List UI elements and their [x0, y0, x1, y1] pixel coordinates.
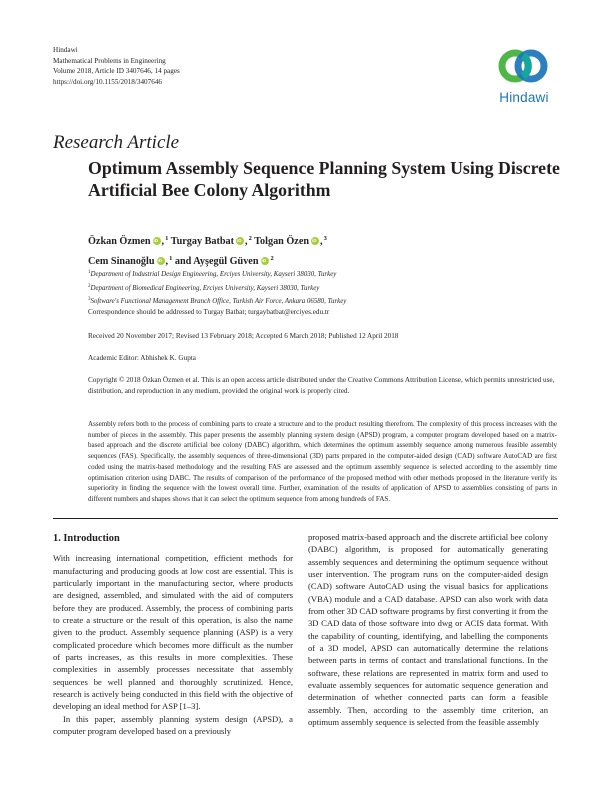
section-divider — [53, 518, 558, 519]
orcid-icon[interactable] — [157, 257, 165, 265]
abstract: Assembly refers both to the process of combining parts to create a structure and to the product resulting therefrom. The complexity of this process increases with the number of pieces in the assembly. This paper presents the assembly planning system design (APSD) program, a computer program developed based on a matrix-based approach and the discrete artificial bee colony (DABC) algorithm, which determines the optimum assembly sequence among numerous feasible assembly sequences (FAS). Specifically, the assembly sequences of three-dimensional (3D) parts prepared in the computer-aided design (CAD) software AutoCAD are first coded using the matrix-based methodology and the resulting FAS are assessed and the optimum assembly sequence is selected according to the assembly time optimisation criterion using DABC. The results of comparison of the performance of the proposed method with other methods proposed in the literature verify its superiority in finding the sequence with the lowest overall time. Further, examination of the results of application of APSD to assemblies consisting of parts in different numbers and shapes shows that it can select the optimum sequence from among hundreds of FAS. — [88, 420, 557, 503]
section-heading: 1. Introduction — [53, 533, 120, 544]
doi-link[interactable]: https://doi.org/10.1155/2018/3407646 — [53, 77, 163, 86]
affiliation-marker: 1 — [165, 235, 169, 242]
correspondence: Correspondence should be addressed to Turgay Batbat; turgaybatbat@erciyes.edu.tr — [88, 308, 330, 316]
intro-paragraph: In this paper, assembly planning system design (APSD), a computer program developed based on a previously — [53, 713, 293, 737]
affiliation-item: $^3$Software's Functional Management Branch Office, Turkish Air Force, Ankara 06580, Turkey — [88, 297, 347, 305]
intro-paragraph: With increasing international competition, efficient methods for manufacturing and producing goods at low cost are essential. This is particularly important in the manufacturing sector, where products are designed, assembled, and simulated with the aid of computers before they are produced. Assembly, the process of combining parts to create a structure or the result of this operation, is also the name given to the product. Assembly sequence planning (ASP) is a very complicated procedure which becomes more difficult as the number of parts increases, as this results in more complexities. These complexities in assembly processes necessitate that assembly sequences be well planned and thoroughly scrutinized. Hence, research is actively being conducted in this field with the objective of developing an ideal method for ASP [1–3]. — [53, 553, 293, 712]
publisher-name: Hindawi — [53, 46, 78, 54]
affiliation-list — [88, 267, 558, 308]
orcid-icon[interactable] — [236, 237, 244, 245]
academic-editor: Academic Editor: Abhishek K. Gupta — [88, 354, 196, 362]
author-name[interactable]: Cem Sinanoğlu — [88, 256, 155, 267]
orcid-icon[interactable] — [311, 237, 319, 245]
intro-paragraph-continued: proposed matrix-based approach and the discrete artificial bee colony (DABC) algorithm, is proposed for automatically generating assembly sequences and determining the optimum sequence without user intervention. The program runs on the computer-aided design (CAD) software AutoCAD using the visual basics for applications (VBA) module and a CAD database. APSD can also work with data from other 3D CAD software programs by first converting it from the 3D CAD data of those software into dwg or ACIS data format. With the capability of counting, identifying, and labelling the components of a 3D model, APSD can automatically determine the relations between parts in terms of contact and translational functions. In the software, these relations are represented in matrix form and used to evaluate assembly sequences for automatic sequence generation and determination of whether connected parts can form a feasible assembly. Then, according to the assembly time criterion, an optimum assembly sequence is selected from the feasible assembly — [308, 532, 548, 728]
author-name[interactable]: Turgay Batbat — [170, 236, 235, 247]
affiliation-item: $^1$Department of Industrial Design Engineering, Erciyes University, Kayseri 38030, Turkey — [88, 270, 337, 278]
publication-dates: Received 20 November 2017; Revised 13 February 2018; Accepted 6 March 2018; Published 12 April 2018 — [88, 332, 399, 340]
body-column-left — [53, 531, 293, 738]
orcid-icon[interactable] — [153, 237, 161, 245]
affiliation-marker: 3 — [323, 235, 327, 242]
author-name[interactable]: Ayşegül Güven — [193, 256, 259, 267]
author-name[interactable]: Özkan Özmen — [88, 236, 151, 247]
orcid-icon[interactable] — [261, 257, 269, 265]
hindawi-wordmark: Hindawi — [499, 90, 549, 105]
author-conjunction: and — [174, 256, 192, 267]
journal-name: Mathematical Problems in Engineering — [53, 56, 166, 65]
copyright-notice: Copyright © 2018 Özkan Özmen et al. This is an open access article distributed under the Creative Commons Attribution License, which permits unrestricted use, distribution, and reproduction in any medium, provided the original work is properly cited. — [88, 376, 555, 395]
article-title: Optimum Assembly Sequence Planning System Using Discrete Artificial Bee Colony Algorithm — [88, 158, 560, 200]
body-column-right — [308, 531, 548, 729]
publication-info — [53, 45, 180, 87]
affiliation-item: $^2$Department of Biomedical Engineering, Erciyes University, Kayseri 38030, Turkey — [88, 283, 320, 292]
article-type: Research Article — [53, 132, 180, 153]
affiliation-marker: 1 — [169, 255, 173, 262]
affiliation-marker: 2 — [270, 255, 274, 262]
affiliation-marker: 2 — [248, 235, 252, 242]
volume-info: Volume 2018, Article ID 3407646, 14 pages — [53, 67, 180, 75]
author-list: Özkan ÖzmeniD ,$^1$ Turgay BatbatiD ,$^2$ Tolgan ÖzeniD ,$^3$ Cem SinanoğluiD ,$^1$ and Ayşegül GüveniD $^2$ — [88, 230, 548, 270]
author-name[interactable]: Tolgan Özen — [254, 236, 310, 247]
